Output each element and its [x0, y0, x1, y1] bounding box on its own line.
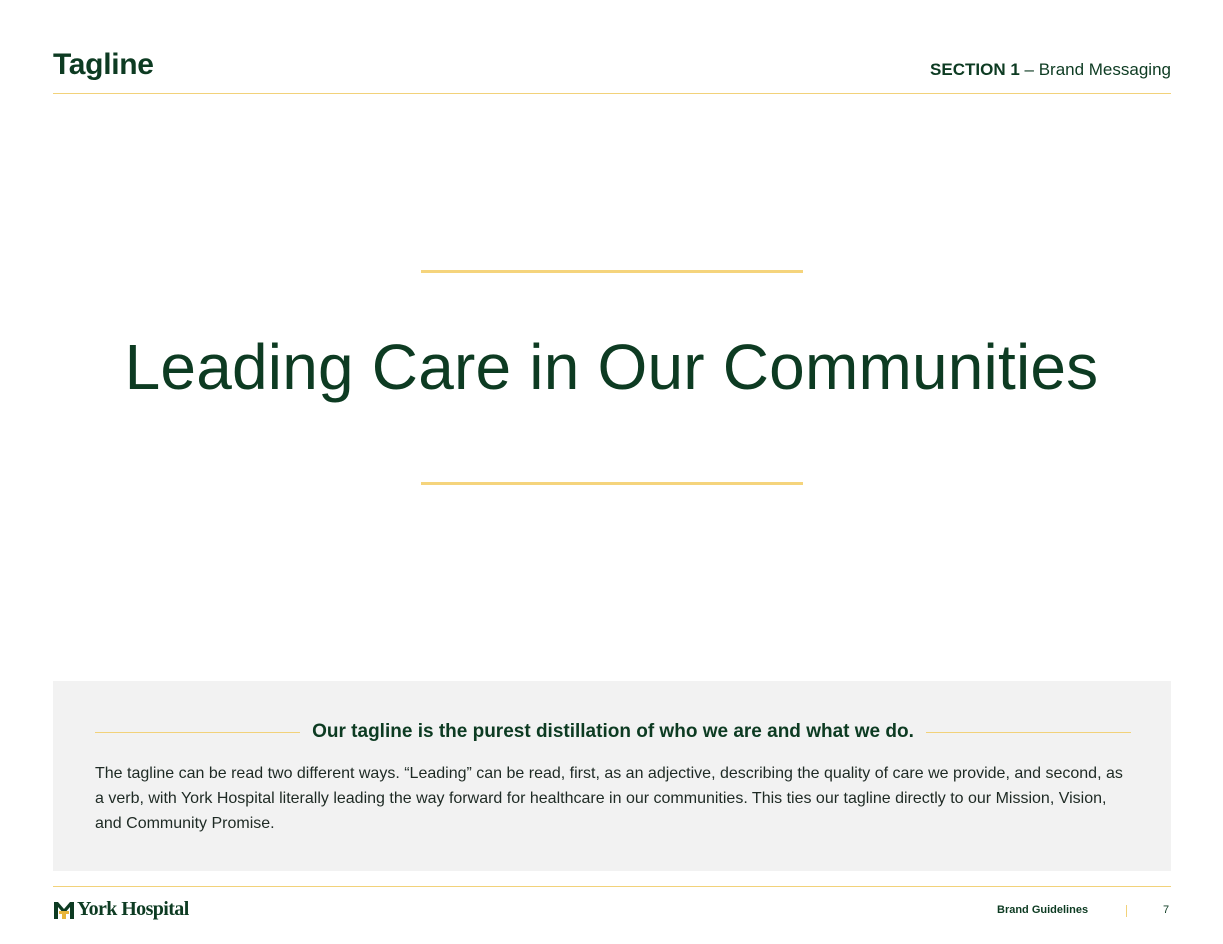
page-header [53, 40, 1171, 94]
footer-divider [1126, 905, 1127, 917]
section-number: SECTION 1 [930, 60, 1020, 79]
footer-document-label: Brand Guidelines [997, 904, 1089, 916]
page-title: Tagline [53, 48, 154, 81]
section-name: Brand Messaging [1038, 60, 1171, 79]
york-hospital-logo [53, 898, 189, 921]
logo-wordmark: York Hospital [77, 898, 189, 920]
info-heading: Our tagline is the purest distillation of who we are and what we do. [312, 721, 914, 742]
york-hospital-logo-icon [53, 899, 75, 921]
page-number: 7 [1163, 904, 1170, 916]
heading-left-rule [95, 732, 300, 733]
tagline-text: Leading Care in Our Communities [124, 331, 1099, 403]
info-body-text: The tagline can be read two different ways. “Leading” can be read, first, as an adjective, describing the quality of care we provide, and second, as a verb, with York Hospital literally leading the way forward for healthcare in our communities. This ties our tagline directly to our Mission, Vision, and Community Promise. [95, 765, 1123, 832]
page-footer [53, 886, 1171, 944]
tagline-top-rule [421, 270, 803, 273]
section-separator: – [1019, 60, 1039, 79]
heading-right-rule [926, 732, 1131, 733]
info-heading-row [95, 719, 1131, 745]
section-label [930, 60, 1171, 80]
tagline-bottom-rule [421, 482, 803, 485]
tagline-explanation-panel [53, 681, 1171, 871]
